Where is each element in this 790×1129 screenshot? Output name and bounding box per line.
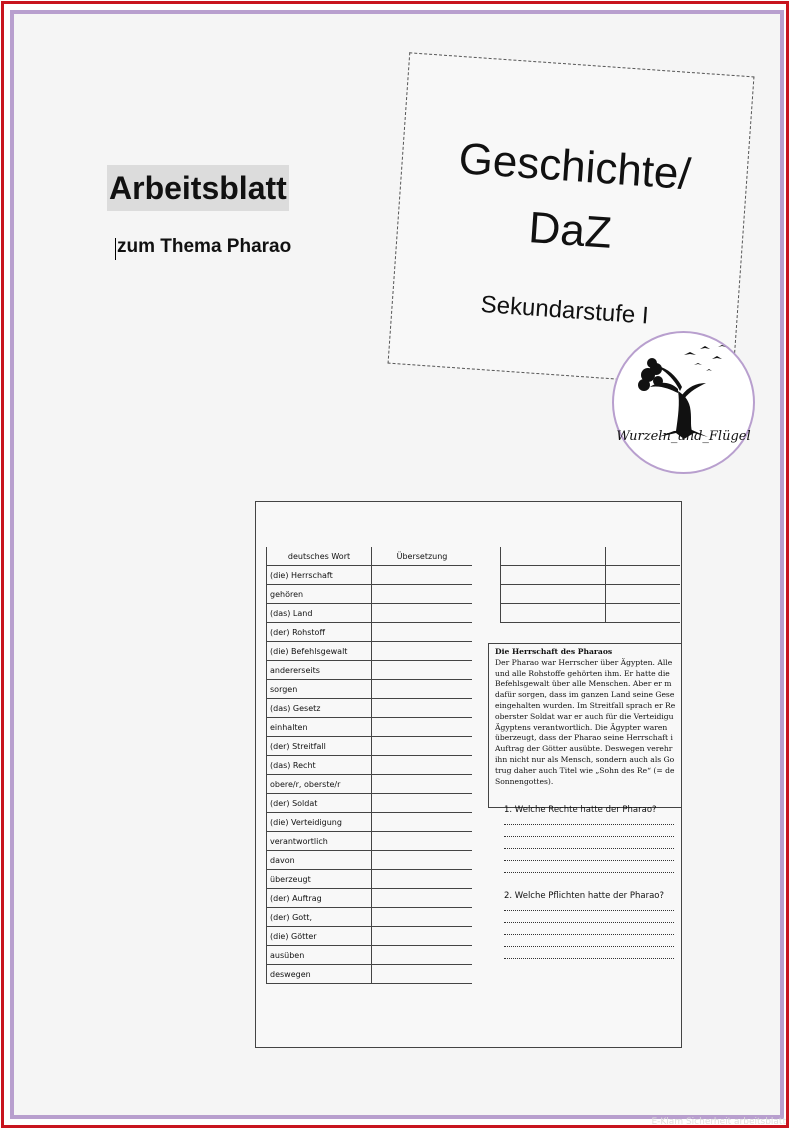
table-row xyxy=(267,889,473,908)
reading-line: Auftrag der Götter ausübte. Deswegen verehr xyxy=(495,744,673,754)
table-row xyxy=(267,870,473,889)
column-header: deutsches Wort xyxy=(267,547,372,566)
table-row xyxy=(267,585,473,604)
translation-cell xyxy=(372,965,473,984)
vocab-word: sorgen xyxy=(267,680,372,699)
table-row xyxy=(267,946,473,965)
table-row xyxy=(267,566,473,585)
table-row xyxy=(267,794,473,813)
vocab-word: (die) Befehlsgewalt xyxy=(267,642,372,661)
translation-cell xyxy=(372,889,473,908)
translation-cell xyxy=(372,699,473,718)
table-row xyxy=(267,813,473,832)
vocab-word: obere/r, oberste/r xyxy=(267,775,372,794)
vocab-word: (der) Streitfall xyxy=(267,737,372,756)
answer-grid xyxy=(500,547,680,623)
level-label: Sekundarstufe I xyxy=(479,290,650,330)
translation-cell xyxy=(372,623,473,642)
answer-line xyxy=(504,872,674,873)
vocabulary-table xyxy=(266,547,472,984)
answer-line xyxy=(504,934,674,935)
vocab-word: verantwortlich xyxy=(267,832,372,851)
translation-cell xyxy=(372,585,473,604)
translation-cell xyxy=(372,927,473,946)
subject-line-2: DaZ xyxy=(527,203,614,258)
table-row xyxy=(267,756,473,775)
table-header-row xyxy=(267,547,473,566)
table-row xyxy=(267,965,473,984)
translation-cell xyxy=(372,661,473,680)
reading-line: Befehlsgewalt über alle Menschen. Aber er m xyxy=(495,679,672,689)
tree-birds-icon xyxy=(614,333,753,472)
table-row xyxy=(267,927,473,946)
translation-cell xyxy=(372,851,473,870)
logo-label: Wurzeln_und_Flügel xyxy=(616,429,751,444)
vocab-word: (das) Land xyxy=(267,604,372,623)
reading-line: dafür sorgen, dass im ganzen Land seine Gese xyxy=(495,690,675,700)
table-row xyxy=(267,699,473,718)
question-2: 2. Welche Pflichten hatte der Pharao? xyxy=(504,891,665,901)
column-header: Übersetzung xyxy=(372,547,473,566)
table-row xyxy=(267,737,473,756)
reading-line: Der Pharao war Herrscher über Ägypten. Alle xyxy=(495,657,673,667)
reading-line: trug daher auch Titel wie „Sohn des Re“ (= de xyxy=(495,765,675,775)
vocab-word: ausüben xyxy=(267,946,372,965)
vocab-word: überzeugt xyxy=(267,870,372,889)
vocab-word: (der) Gott, xyxy=(267,908,372,927)
vocab-word: einhalten xyxy=(267,718,372,737)
vocab-word: (die) Verteidigung xyxy=(267,813,372,832)
reading-line: Sonnengottes). xyxy=(495,776,554,786)
page-title: Arbeitsblatt xyxy=(107,165,289,211)
table-row xyxy=(267,775,473,794)
table-row xyxy=(267,718,473,737)
translation-cell xyxy=(372,870,473,889)
answer-line xyxy=(504,958,674,959)
footer-watermark: E-Klam Sicherheit arbeitsblatt xyxy=(651,1117,786,1127)
vocab-word: (die) Herrschaft xyxy=(267,566,372,585)
vocab-word: (der) Auftrag xyxy=(267,889,372,908)
translation-cell xyxy=(372,680,473,699)
reading-text xyxy=(488,643,682,808)
answer-line xyxy=(504,860,674,861)
table-row xyxy=(267,908,473,927)
translation-cell xyxy=(372,775,473,794)
vocab-word: (das) Gesetz xyxy=(267,699,372,718)
translation-cell xyxy=(372,604,473,623)
answer-line xyxy=(504,946,674,947)
page-subtitle: zum Thema Pharao xyxy=(117,236,292,257)
answer-line xyxy=(504,824,674,825)
answer-line xyxy=(504,922,674,923)
vocab-word: gehören xyxy=(267,585,372,604)
table-row xyxy=(267,661,473,680)
table-row xyxy=(267,604,473,623)
answer-line xyxy=(504,910,674,911)
answer-line xyxy=(504,848,674,849)
subject-label xyxy=(396,123,748,275)
translation-cell xyxy=(372,946,473,965)
translation-cell xyxy=(372,813,473,832)
reading-line: Ägyptens verantwortlich. Die Ägypter waren xyxy=(495,722,668,732)
translation-cell xyxy=(372,737,473,756)
question-1: 1. Welche Rechte hatte der Pharao? xyxy=(504,805,657,815)
reading-line: eingehalten wurden. Im Streitfall sprach er Re xyxy=(495,700,676,710)
reading-line: und alle Rohstoffe gehörten ihm. Er hatte die xyxy=(495,668,670,678)
reading-line: überzeugt, dass der Pharao seine Herrschaft i xyxy=(495,733,673,743)
table-row xyxy=(267,680,473,699)
vocab-word: deswegen xyxy=(267,965,372,984)
reading-line: oberster Soldat war er auch für die Verteidigu xyxy=(495,711,674,721)
vocab-word: (der) Rohstoff xyxy=(267,623,372,642)
table-row xyxy=(267,642,473,661)
translation-cell xyxy=(372,718,473,737)
brand-logo xyxy=(612,331,755,474)
table-row xyxy=(267,832,473,851)
translation-cell xyxy=(372,642,473,661)
answer-line xyxy=(504,836,674,837)
table-row xyxy=(267,623,473,642)
vocab-word: davon xyxy=(267,851,372,870)
translation-cell xyxy=(372,908,473,927)
translation-cell xyxy=(372,832,473,851)
vocab-word: (der) Soldat xyxy=(267,794,372,813)
table-row xyxy=(267,851,473,870)
text-cursor xyxy=(115,238,116,260)
worksheet-preview xyxy=(255,501,682,1048)
translation-cell xyxy=(372,794,473,813)
reading-line: ihn nicht nur als Mensch, sondern auch als Go xyxy=(495,754,675,764)
vocab-word: (das) Recht xyxy=(267,756,372,775)
translation-cell xyxy=(372,566,473,585)
translation-cell xyxy=(372,756,473,775)
subject-line-1: Geschichte/ xyxy=(457,134,693,200)
vocab-word: (die) Götter xyxy=(267,927,372,946)
vocab-word: andererseits xyxy=(267,661,372,680)
reading-title: Die Herrschaft des Pharaos xyxy=(495,647,613,656)
